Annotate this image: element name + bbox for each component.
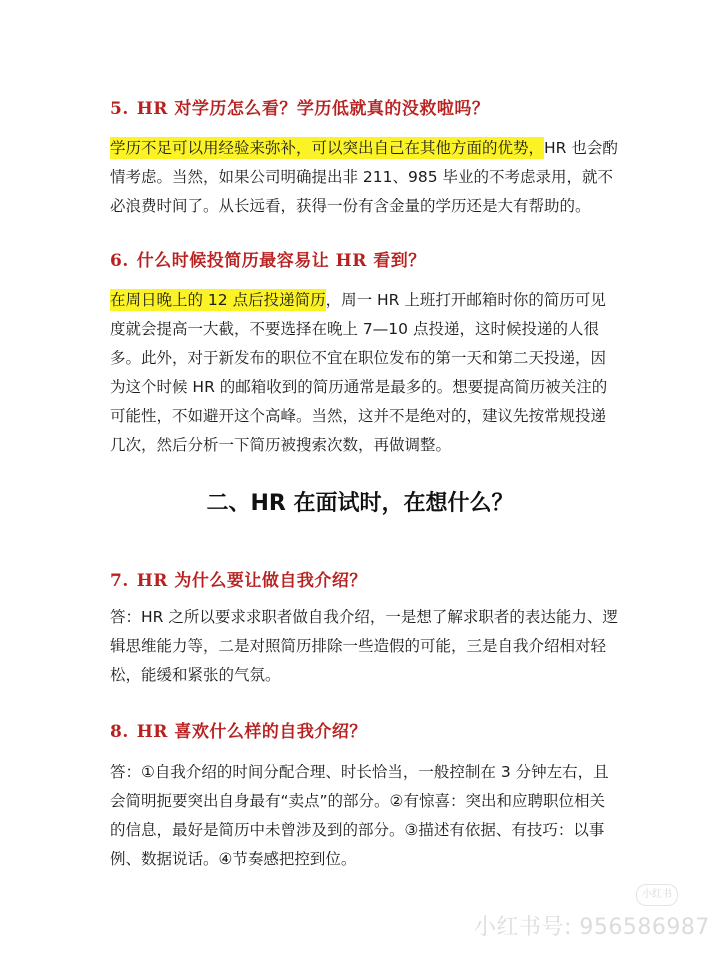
q5-heading	[110, 94, 489, 119]
q6-heading	[110, 246, 426, 271]
q8-answer: 答：①自我介绍的时间分配合理、时长恰当，一般控制在 3 分钟左右，且会简明扼要突出自身最有“卖点”的部分。②有惊喜：突出和应聘职位相关的信息，最好是简历中未曾涉及到的部分。③描述有依据、有技巧：以事例、数据说话。④节奏感把控到位。	[110, 763, 609, 868]
q5-body: HR 也会酌情考虑。当然，如果公司明确提出非 211、985 毕业的不考虑录用，就不必浪费时间了。从长远看，获得一份有含金量的学历还是大有帮助的。	[110, 139, 618, 215]
q7-answer: 答：HR 之所以要求求职者做自我介绍，一是想了解求职者的表达能力、逻辑思维能力等，二是对照简历排除一些造假的可能，三是自我介绍相对轻松，能缓和紧张的气氛。	[110, 608, 618, 684]
q6-answer	[110, 286, 620, 460]
watermark-badge: 小红书	[636, 884, 678, 906]
q5-answer	[110, 134, 620, 221]
q7-title: HR 为什么要让做自我介绍？	[136, 571, 367, 591]
q8-number: 8.	[110, 722, 129, 742]
q8-title: HR 喜欢什么样的自我介绍？	[136, 722, 367, 742]
q6-highlight: 在周日晚上的 12 点后投递简历	[110, 291, 326, 309]
q5-title: HR 对学历怎么看？学历低就真的没救啦吗？	[136, 99, 490, 119]
q6-title: 什么时候投简历最容易让 HR 看到？	[136, 251, 426, 271]
q6-body: ，周一 HR 上班打开邮箱时你的简历可见度就会提高一大截，不要选择在晚上 7—10 点投递，这时候投递的人很多。此外，对于新发布的职位不宜在职位发布的第一天和第二天投递，因为这个时候 HR 的邮箱收到的简历通常是最多的。想要提高简历被关注的可能性，不如避开这个高峰。当然，这并不是绝对的，建议先按常规投递几次，然后分析一下简历被搜索次数，再做调整。	[110, 291, 608, 454]
q5-highlight: 学历不足可以用经验来弥补，可以突出自己在其他方面的优势，	[110, 139, 545, 157]
q7-heading	[110, 566, 367, 591]
section-title: 二、HR 在面试时，在想什么？	[206, 491, 514, 516]
q6-number: 6.	[110, 251, 129, 271]
q8-heading	[110, 717, 367, 742]
q5-number: 5.	[110, 99, 129, 119]
watermark-text: 小红书号: 956586987	[474, 915, 710, 940]
q7-number: 7.	[110, 571, 129, 591]
